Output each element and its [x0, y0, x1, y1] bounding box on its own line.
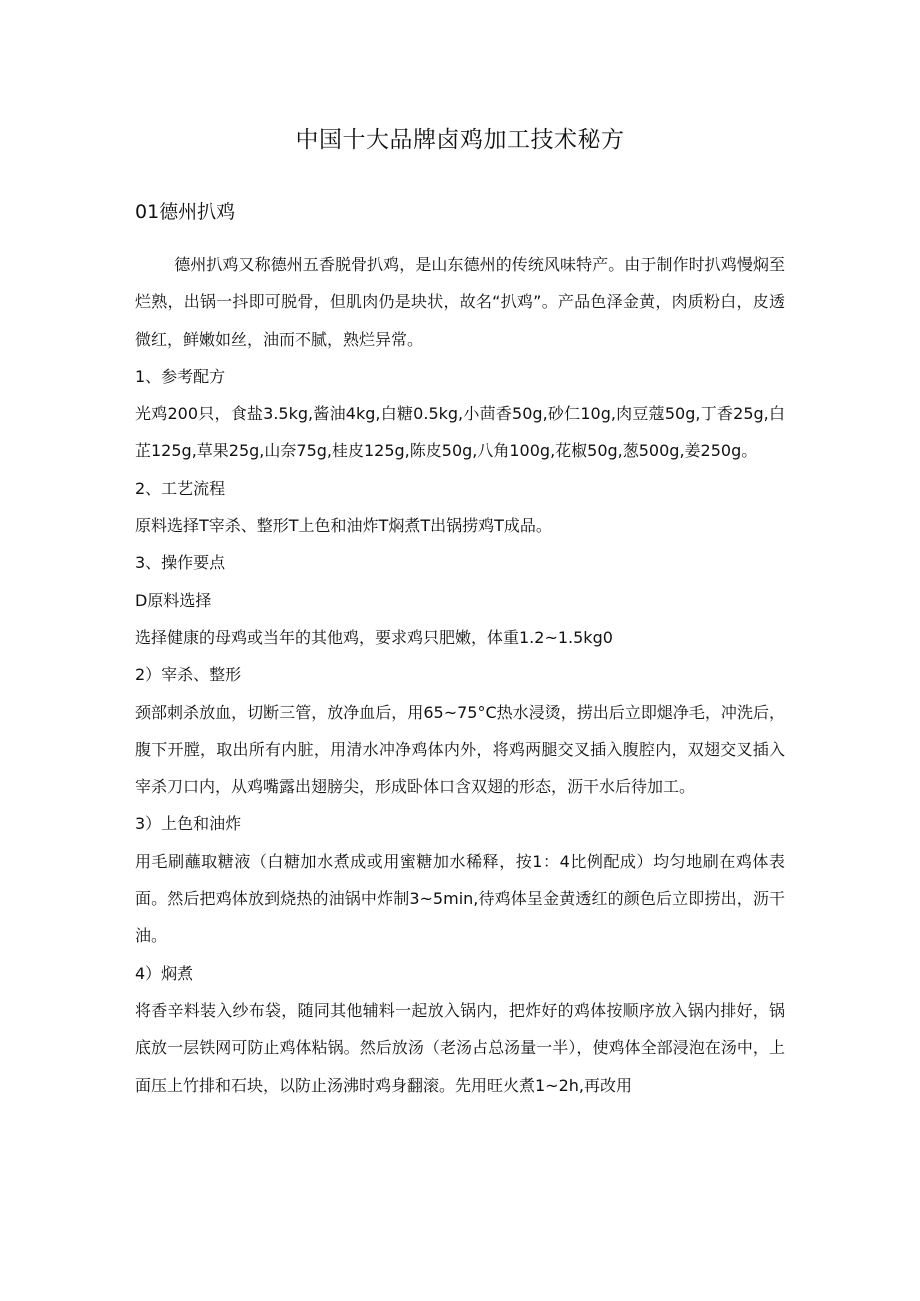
step-label-slaughter: 2）宰杀、整形	[135, 665, 242, 685]
step-label-braising: 4）焖煮	[135, 963, 194, 983]
step-label-coloring-frying: 3）上色和油炸	[135, 814, 242, 834]
raw-material-paragraph: 选择健康的母鸡或当年的其他鸡，要求鸡只肥嫩，体重1.2~1.5kg0	[135, 627, 613, 647]
braising-paragraph: 将香辛料装入纱布袋，随同其他辅料一起放入锅内，把炸好的鸡体按顺序放入锅内排好，锅底放一层铁网可防止鸡体粘锅。然后放汤（老汤占总汤量一半），使鸡体全部浸泡在汤中，上面压上竹排和石块，以防止汤沸时鸡身翻滚。先用旺火煮1~2h,再改用	[135, 1000, 785, 1095]
document-title: 中国十大品牌卤鸡加工技术秘方	[295, 127, 625, 153]
subheading-formula: 1、参考配方	[135, 366, 226, 386]
subheading-key-points: 3、操作要点	[135, 553, 226, 573]
slaughter-paragraph: 颈部刺杀放血，切断三管，放净血后，用65~75°C热水浸烫，捞出后立即煺净毛，冲洗后，腹下开膛，取出所有内脏，用清水冲净鸡体内外，将鸡两腿交叉插入腹腔内，双翅交叉插入宰杀刀口内，从鸡嘴露出翅膀尖，形成卧体口含双翅的形态，沥干水后待加工。	[135, 702, 785, 797]
document-body	[135, 246, 785, 1104]
section-heading: 01德州扒鸡	[135, 201, 236, 223]
formula-paragraph: 光鸡200只，食盐3.5kg,酱油4kg,白糖0.5kg,小茴香50g,砂仁10g,肉豆蔻50g,丁香25g,白芷125g,草果25g,山奈75g,桂皮125g,陈皮50g,八角100g,花椒50g,葱500g,姜250g。	[135, 404, 785, 461]
subheading-process: 2、工艺流程	[135, 478, 226, 498]
intro-paragraph: 德州扒鸡又称德州五香脱骨扒鸡，是山东德州的传统风味特产。由于制作时扒鸡慢焖至烂熟，出锅一抖即可脱骨，但肌肉仍是块状，故名“扒鸡”。产品色泽金黄，肉质粉白，皮透微红，鲜嫩如丝，油而不腻，熟烂异常。	[135, 255, 785, 349]
process-paragraph: 原料选择T宰杀、整形T上色和油炸T焖煮T出锅捞鸡T成品。	[135, 516, 552, 536]
step-label-raw-material: D原料选择	[135, 590, 212, 610]
coloring-frying-paragraph: 用毛刷蘸取糖液（白糖加水煮成或用蜜糖加水稀释，按1：4比例配成）均匀地刷在鸡体表面。然后把鸡体放到烧热的油锅中炸制3~5min,待鸡体呈金黄透红的颜色后立即捞出，沥干油。	[135, 851, 785, 946]
